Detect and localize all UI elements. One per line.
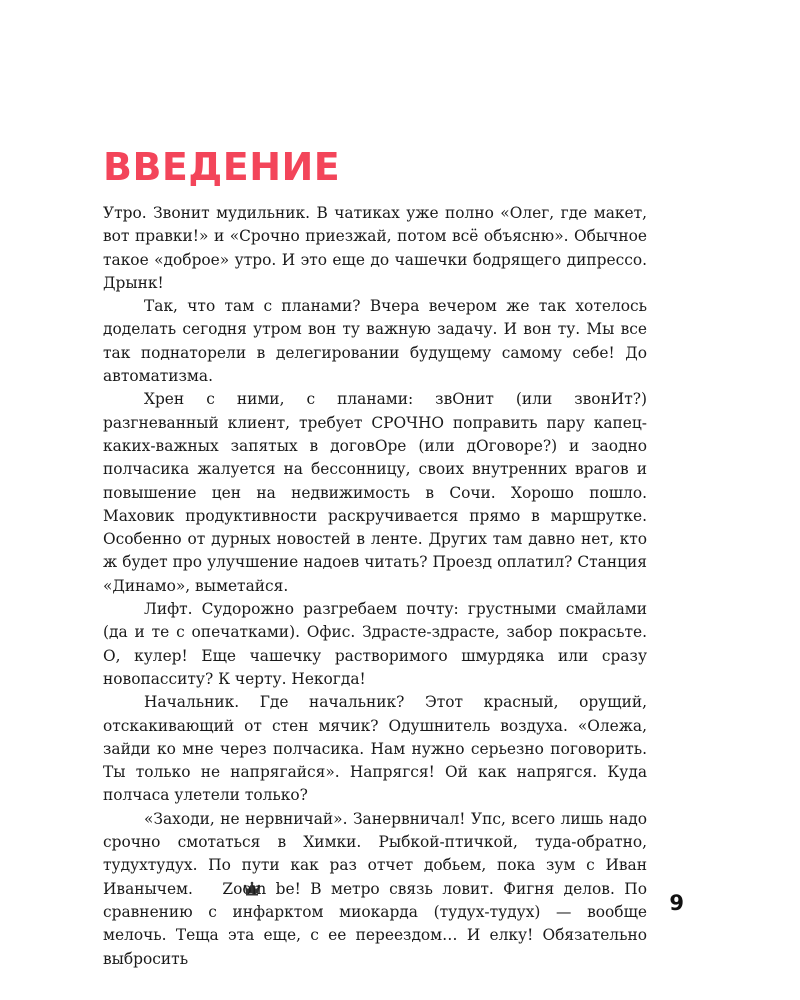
paragraph-text: «Заходи, не нервничай». Занервничал! Упс, всего лишь надо срочно смотаться в Химки. Рыбкой-птичкой, туда-обратно, тудухтудух. По пути как раз отчет добьем, пока зум с Иван Иванычем. bbox=[103, 809, 647, 898]
paragraph: Хрен с ними, с планами: звОнит (или звонИт?) разгневанный клиент, требует СРОЧНО поправить пару капец-каких-важных запятых в договОре (или дОговоре?) и заодно полчасика жалуется на бессонницу, своих внутренних врагов и повышение цен на недвижимость в Сочи. Хорошо пошло. Маховик продуктивности раскручивается прямо в маршрутке. Особенно от дурных новостей в ленте. Других там давно нет, кто ж будет про улучшение надоев читать? Проезд оплатил? Станция «Динамо», выметайся. bbox=[103, 390, 647, 595]
paragraph-text: Zoom be! В метро связь ловит. Фигня делов. По сравнению с инфарктом миокарда (тудух-тудух) — вообще мелочь. Теща эта еще, с ее переездом… И елку! Обязательно выбросить bbox=[103, 879, 647, 968]
chapter-body bbox=[103, 202, 647, 971]
paragraph: Утро. Звонит мудильник. В чатиках уже полно «Олег, где макет, вот правки!» и «Срочно приезжай, потом всё объясню». Обычное такое «доброе» утро. И это еще до чашечки бодрящего дипрессо. Дрынк! bbox=[103, 204, 647, 292]
paragraph bbox=[103, 808, 647, 971]
paragraph: Начальник. Где начальник? Этот красный, орущий, отскакивающий от стен мячик? Одушнитель воздуха. «Олежа, зайди ко мне через полчасика. Нам нужно серьезно поговорить. Ты только не напрягайся». Напрягся! Ой как напрягся. Куда полчаса улетели только? bbox=[103, 693, 647, 805]
paragraph: Так, что там с планами? Вчера вечером же так хотелось доделать сегодня утром вон ту важную задачу. И вон ту. Мы все так поднаторели в делегировании будущему самому себе! До автоматизма. bbox=[103, 297, 647, 386]
paragraph: Лифт. Судорожно разгребаем почту: грустными смайлами (да и те с опечатками). Офис. Здрасте-здрасте, забор покрасьте. О, кулер! Еще чашечку растворимого шмурдяка или сразу новопасситу? К черту. Некогда! bbox=[103, 600, 647, 688]
page-number: 9 bbox=[669, 891, 684, 915]
crown-icon bbox=[202, 880, 220, 895]
chapter-title: ВВЕДЕНИЕ bbox=[103, 145, 341, 189]
